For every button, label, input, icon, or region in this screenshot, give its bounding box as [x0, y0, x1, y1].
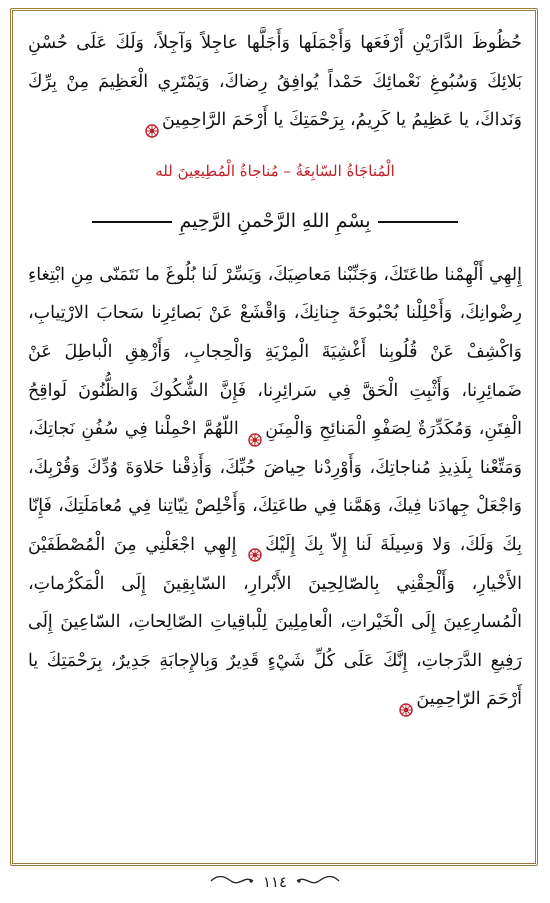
flourish-icon [209, 873, 255, 891]
flourish-icon [295, 873, 341, 891]
rosette-icon [248, 538, 262, 552]
page-number: ١١٤ [262, 873, 288, 891]
paragraph-continuation-text: حُظُوظَ الدَّارَيْنِ أَرْفَعَها وَأَجْمَلَها وَأَجَلَّها عاجِلاً وَآجِلاً، وَلَكَ عَلَى حُسْنِ بَلائِكَ وَسُبُوغِ نَعْمائِكَ حَمْداً يُوافِقُ رِضاكَ، وَيَمْتَرِي الْعَظِيمَ مِنْ بِرِّكَ وَنَداكَ، يا عَظِيمُ يا كَرِيمُ، بِرَحْمَتِكَ يا أَرْحَمَ الرَّاحِمِينَ [28, 33, 522, 131]
paragraph-continuation [28, 24, 522, 140]
section-title: الْمُناجَاةُ السّابِعَةُ – مُناجاةُ الْمُطِيعِينَ لله [155, 161, 395, 180]
rosette-icon [248, 423, 262, 437]
supplication-part-3: إِلهِي اجْعَلْنِي مِنَ الْمُصْطَفَيْنَ الأَخْيارِ، وَأَلْحِقْنِي بِالصّالِحِينَ الأَبْرارِ، السّابِقِينَ إِلَى الْمَكْرُماتِ، الْمُسارِعِينَ إِلَى الْخَيْراتِ، الْعامِلِينَ لِلْباقِياتِ الصّالِحاتِ، السّاعِينَ إِلَى رَفِيعِ الدَّرَجاتِ، إِنَّكَ عَلَى كُلِّ شَيْءٍ قَدِيرٌ وَبِالإِجابَةِ جَدِيرٌ، بِرَحْمَتِكَ يا أَرْحَمَ الرّاحِمِينَ [28, 534, 522, 710]
basmala-ornament-right [92, 221, 172, 223]
supplication-part-1: إِلهِي أَلْهِمْنا طاعَتَكَ، وَجَنِّبْنا مَعاصِيَكَ، وَيَسِّرْ لَنا بُلُوغَ ما نَتَمَنّى مِنِ ابْتِغاءِ رِضْوانِكَ، وَأَحْلِلْنا بُحْبُوحَةَ جِنانِكَ، وَاقْشَعْ عَنْ بَصائِرِنا سَحابَ الارْتِيابِ، وَاكْشِفْ عَنْ قُلُوبِنا أَغْشِيَةَ الْمِرْيَةِ وَالْحِجابِ، وَأَزْهِقِ الْباطِلَ عَنْ ضَمائِرِنا، وَأَثْبِتِ الْحَقَّ فِي سَرائِرِنا، فَإِنَّ الشُّكُوكَ وَالظُّنُونَ لَواقِحُ الْفِتَنِ، وَمُكَدِّرَةٌ لِصَفْوِ الْمَنائِحِ وَالْمِنَنِ [28, 264, 522, 440]
supplication-text [28, 256, 522, 719]
rosette-icon [145, 114, 159, 128]
basmala [28, 206, 522, 236]
basmala-text: بِسْمِ اللهِ الرَّحْمنِ الرَّحِيمِ [179, 209, 371, 232]
page-footer [0, 872, 550, 891]
rosette-icon [399, 693, 413, 707]
page-content [28, 24, 522, 719]
supplication-part-2: اللّهُمَّ احْمِلْنا فِي سُفُنِ نَجاتِكَ، وَمَتِّعْنا بِلَذِيذِ مُناجاتِكَ، وَأَوْرِدْنا حِياضَ حُبِّكَ، وَأَذِقْنا حَلاوَةَ وُدِّكَ وَقُرْبِكَ، وَاجْعَلْ جِهادَنا فِيكَ، وَهَمَّنا فِي طاعَتِكَ، وَأَخْلِصْ نِيّاتِنا فِي مُعامَلَتِكَ، فَإِنّا بِكَ وَلَكَ، وَلا وَسِيلَةَ لَنا إِلاّ بِكَ إِلَيْكَ [28, 419, 522, 555]
basmala-ornament-left [378, 221, 458, 223]
